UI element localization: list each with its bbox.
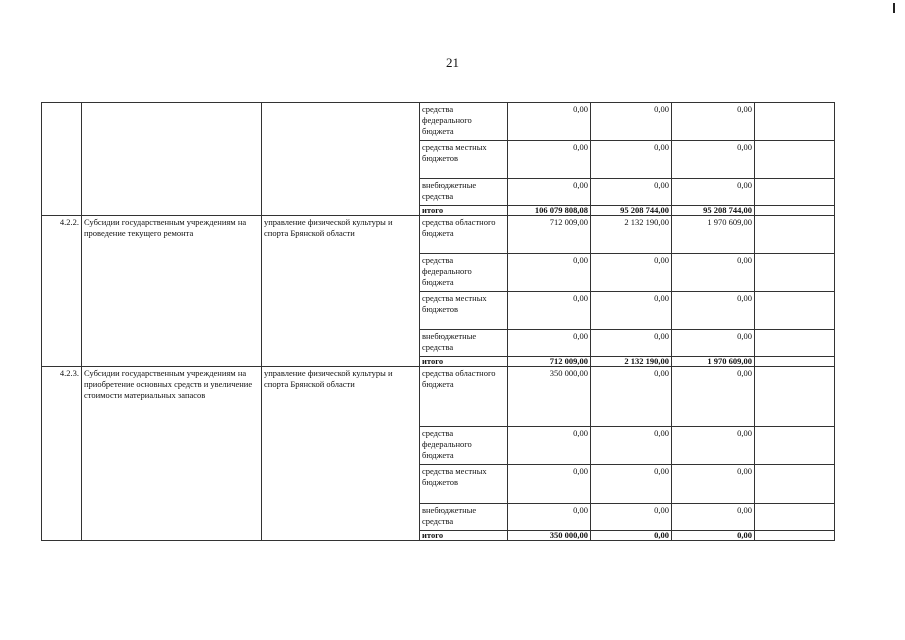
total-value: 350 000,00 bbox=[508, 531, 591, 541]
item-executor: управление физической культуры и спорта Брянской области bbox=[262, 216, 420, 367]
empty-cell bbox=[755, 254, 835, 292]
value-cell: 0,00 bbox=[508, 179, 591, 206]
empty-cell bbox=[755, 330, 835, 357]
funding-source: внебюджетные средства bbox=[420, 330, 508, 357]
total-value: 95 208 744,00 bbox=[591, 206, 672, 216]
total-value: 2 132 190,00 bbox=[591, 357, 672, 367]
value-cell: 0,00 bbox=[591, 427, 672, 465]
value-cell: 0,00 bbox=[508, 254, 591, 292]
item-code: 4.2.2. bbox=[42, 216, 82, 367]
funding-source: внебюджетные средства bbox=[420, 504, 508, 531]
empty-cell bbox=[755, 103, 835, 141]
empty-cell bbox=[755, 292, 835, 330]
value-cell: 0,00 bbox=[591, 141, 672, 179]
value-cell: 0,00 bbox=[508, 465, 591, 504]
item-title: Субсидии государственным учреждениям на приобретение основных средств и увеличение стоимости материальных запасов bbox=[82, 367, 262, 541]
empty-cell bbox=[755, 216, 835, 254]
empty-cell bbox=[755, 357, 835, 367]
value-cell: 0,00 bbox=[591, 367, 672, 427]
item-code: 4.2.3. bbox=[42, 367, 82, 541]
value-cell: 0,00 bbox=[672, 330, 755, 357]
budget-table bbox=[41, 102, 835, 541]
funding-source: средства областного бюджета bbox=[420, 216, 508, 254]
total-value: 0,00 bbox=[591, 531, 672, 541]
value-cell: 0,00 bbox=[672, 504, 755, 531]
value-cell: 0,00 bbox=[508, 103, 591, 141]
funding-source: средства федерального бюджета bbox=[420, 427, 508, 465]
value-cell: 0,00 bbox=[672, 427, 755, 465]
empty-cell bbox=[755, 531, 835, 541]
item-title: Субсидии государственным учреждениям на проведение текущего ремонта bbox=[82, 216, 262, 367]
empty-cell bbox=[755, 141, 835, 179]
value-cell: 0,00 bbox=[672, 292, 755, 330]
value-cell: 0,00 bbox=[591, 103, 672, 141]
empty-cell bbox=[755, 367, 835, 427]
value-cell: 0,00 bbox=[508, 427, 591, 465]
value-cell: 0,00 bbox=[672, 367, 755, 427]
total-value: 106 079 808,08 bbox=[508, 206, 591, 216]
total-label: итого bbox=[420, 531, 508, 541]
value-cell: 0,00 bbox=[672, 141, 755, 179]
value-cell: 0,00 bbox=[591, 465, 672, 504]
page-number: 21 bbox=[446, 55, 459, 70]
margin-mark bbox=[893, 3, 895, 13]
value-cell: 1 970 609,00 bbox=[672, 216, 755, 254]
empty-cell bbox=[755, 465, 835, 504]
table-row bbox=[42, 103, 835, 141]
value-cell: 350 000,00 bbox=[508, 367, 591, 427]
value-cell: 0,00 bbox=[591, 254, 672, 292]
total-label: итого bbox=[420, 357, 508, 367]
funding-source: средства местных бюджетов bbox=[420, 465, 508, 504]
funding-source: средства федерального бюджета bbox=[420, 254, 508, 292]
value-cell: 2 132 190,00 bbox=[591, 216, 672, 254]
item-code bbox=[42, 103, 82, 216]
item-executor: управление физической культуры и спорта Брянской области bbox=[262, 367, 420, 541]
value-cell: 0,00 bbox=[672, 179, 755, 206]
value-cell: 0,00 bbox=[591, 292, 672, 330]
value-cell: 0,00 bbox=[591, 330, 672, 357]
value-cell: 0,00 bbox=[508, 141, 591, 179]
item-executor bbox=[262, 103, 420, 216]
funding-source: средства областного бюджета bbox=[420, 367, 508, 427]
funding-source: внебюджетные средства bbox=[420, 179, 508, 206]
value-cell: 712 009,00 bbox=[508, 216, 591, 254]
empty-cell bbox=[755, 504, 835, 531]
value-cell: 0,00 bbox=[672, 254, 755, 292]
value-cell: 0,00 bbox=[672, 465, 755, 504]
total-value: 712 009,00 bbox=[508, 357, 591, 367]
value-cell: 0,00 bbox=[508, 292, 591, 330]
total-label: итого bbox=[420, 206, 508, 216]
value-cell: 0,00 bbox=[508, 330, 591, 357]
empty-cell bbox=[755, 179, 835, 206]
empty-cell bbox=[755, 427, 835, 465]
funding-source: средства местных бюджетов bbox=[420, 141, 508, 179]
value-cell: 0,00 bbox=[591, 504, 672, 531]
total-value: 1 970 609,00 bbox=[672, 357, 755, 367]
value-cell: 0,00 bbox=[672, 103, 755, 141]
table-row bbox=[42, 216, 835, 254]
funding-source: средства федерального бюджета bbox=[420, 103, 508, 141]
value-cell: 0,00 bbox=[508, 504, 591, 531]
funding-source: средства местных бюджетов bbox=[420, 292, 508, 330]
total-value: 95 208 744,00 bbox=[672, 206, 755, 216]
table-row bbox=[42, 367, 835, 427]
item-title bbox=[82, 103, 262, 216]
value-cell: 0,00 bbox=[591, 179, 672, 206]
empty-cell bbox=[755, 206, 835, 216]
total-value: 0,00 bbox=[672, 531, 755, 541]
